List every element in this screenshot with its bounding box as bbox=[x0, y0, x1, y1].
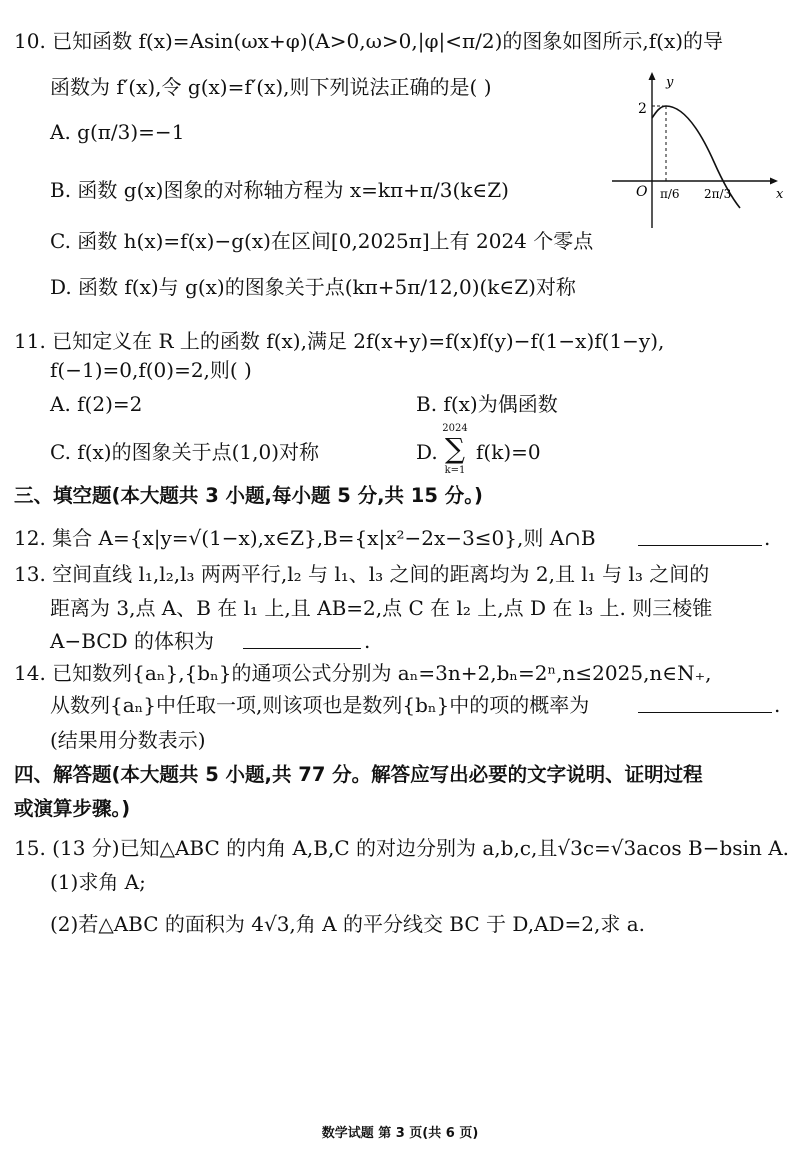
x-axis-arrow bbox=[770, 178, 778, 185]
q10-option-c: C. 函数 h(x)=f(x)−g(x)在区间[0,2025π]上有 2024 个零点 bbox=[50, 229, 594, 253]
y-max-label: 2 bbox=[638, 101, 647, 117]
q12-text: 12. 集合 A={x|y=√(1−x),x∈Z},B={x|x²−2x−3≤0},则 A∩B bbox=[14, 526, 596, 550]
q13-line2: 距离为 3,点 A、B 在 l₁ 上,且 AB=2,点 C 在 l₂ 上,点 D 在 l₃ 上. 则三棱锥 bbox=[50, 596, 713, 620]
q10-option-d: D. 函数 f(x)与 g(x)的图象关于点(kπ+5π/12,0)(k∈Z)对称 bbox=[50, 275, 576, 299]
q11-stem-line1: 11. 已知定义在 R 上的函数 f(x),满足 2f(x+y)=f(x)f(y)−f(1−x)f(1−y), bbox=[14, 329, 665, 353]
q12-end: . bbox=[764, 526, 771, 550]
y-axis-arrow bbox=[649, 72, 656, 80]
q10-function-graph bbox=[608, 68, 788, 233]
y-axis-label: y bbox=[666, 75, 674, 90]
q11-sum-symbol: ∑ bbox=[445, 432, 465, 465]
q10-option-b: B. 函数 g(x)图象的对称轴方程为 x=kπ+π/3(k∈Z) bbox=[50, 178, 509, 202]
page-footer: 数学试题 第 3 页(共 6 页) bbox=[321, 1126, 479, 1141]
q11-option-d-rest: f(k)=0 bbox=[476, 440, 541, 464]
q14-end: . bbox=[774, 693, 781, 717]
q11-sum-upper-limit: 2024 bbox=[442, 423, 468, 434]
q15-part2: (2)若△ABC 的面积为 4√3,角 A 的平分线交 BC 于 D,AD=2,求 a. bbox=[50, 912, 646, 936]
x-tick-2pi-3: 2π/3 bbox=[704, 187, 732, 201]
q11-stem-line2: f(−1)=0,f(0)=2,则( ) bbox=[50, 358, 252, 382]
q11-option-d-prefix: D. bbox=[416, 440, 438, 464]
x-axis-label: x bbox=[776, 187, 784, 202]
q14-answer-blank[interactable] bbox=[638, 694, 772, 713]
q15-part1: (1)求角 A; bbox=[50, 870, 146, 894]
q11-option-c: C. f(x)的图象关于点(1,0)对称 bbox=[50, 440, 320, 464]
q10-option-a: A. g(π/3)=−1 bbox=[50, 120, 185, 144]
q12-answer-blank[interactable] bbox=[638, 527, 762, 546]
q13-answer-blank[interactable] bbox=[243, 630, 361, 649]
section-4-heading-line2: 或演算步骤。) bbox=[14, 797, 131, 820]
q13-end: . bbox=[364, 629, 371, 653]
q11-option-a: A. f(2)=2 bbox=[50, 392, 143, 416]
q10-stem-line2: 函数为 f′(x),令 g(x)=f′(x),则下列说法正确的是( ) bbox=[50, 75, 492, 99]
section-3-heading: 三、填空题(本大题共 3 小题,每小题 5 分,共 15 分。) bbox=[14, 484, 483, 507]
q14-line2: 从数列{aₙ}中任取一项,则该项也是数列{bₙ}中的项的概率为 bbox=[50, 693, 590, 717]
q14-line3: (结果用分数表示) bbox=[50, 728, 206, 752]
x-tick-pi-6: π/6 bbox=[660, 187, 680, 201]
q14-line1: 14. 已知数列{aₙ},{bₙ}的通项公式分别为 aₙ=3n+2,bₙ=2ⁿ,n≤2025,n∈N₊, bbox=[14, 661, 712, 685]
section-4-heading-line1: 四、解答题(本大题共 5 小题,共 77 分。解答应写出必要的文字说明、证明过程 bbox=[14, 763, 703, 786]
origin-label: O bbox=[636, 184, 648, 200]
q13-line1: 13. 空间直线 l₁,l₂,l₃ 两两平行,l₂ 与 l₁、l₃ 之间的距离均为 2,且 l₁ 与 l₃ 之间的 bbox=[14, 562, 710, 586]
q11-option-b: B. f(x)为偶函数 bbox=[416, 392, 558, 416]
q11-sum-lower-limit: k=1 bbox=[444, 465, 466, 476]
q15-line1: 15. (13 分)已知△ABC 的内角 A,B,C 的对边分别为 a,b,c,且√3c=√3acos B−bsin A. bbox=[14, 836, 789, 860]
q10-stem-line1: 10. 已知函数 f(x)=Asin(ωx+φ)(A>0,ω>0,|φ|<π/2)的图象如图所示,f(x)的导 bbox=[14, 29, 724, 53]
q13-line3: A−BCD 的体积为 bbox=[50, 629, 214, 653]
